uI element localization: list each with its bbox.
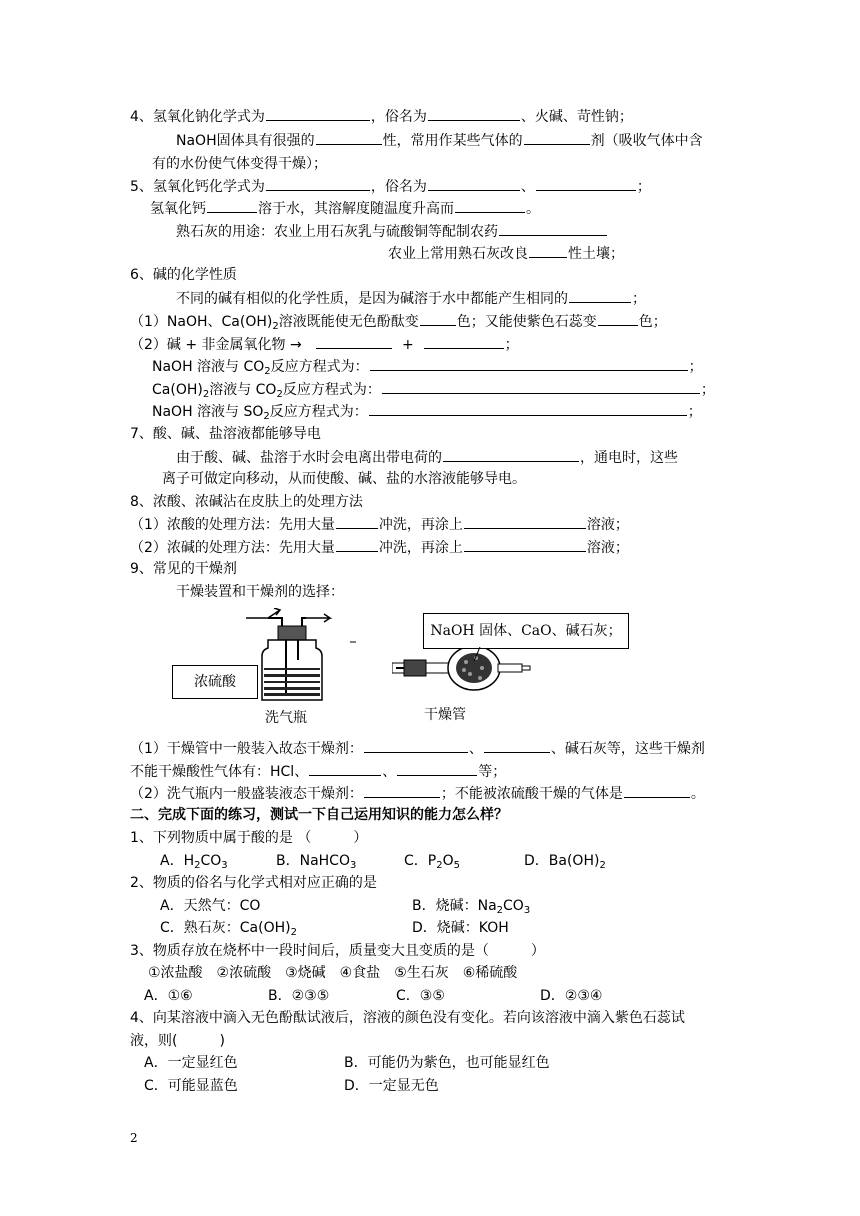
s5-line4: 农业上常用熟石灰改良 性土壤； [388,243,624,264]
q3-option-b[interactable]: B．②③⑤ [268,988,330,1004]
blank[interactable] [207,198,257,213]
q2-option-a[interactable]: A．天然气：CO [160,898,261,914]
blank[interactable] [336,537,378,552]
s6-eq3: NaOH 溶液与 $SO_2$反应方程式为： ； [152,401,702,422]
q3-option-d[interactable]: D．②③④ [540,988,603,1004]
blank[interactable] [424,334,504,349]
s7-line1: 由于酸、碱、盐溶于水时会电离出带电荷的 ，通电时，这些 [176,447,678,468]
blank[interactable] [499,221,607,236]
q2-option-b[interactable]: B．烧碱：$Na_2CO_3$ [412,898,531,916]
blank[interactable] [598,311,638,326]
q1-option-d[interactable]: D．$Ba(OH)_2$ [524,853,606,871]
page-number: 2 [130,1131,138,1145]
blank[interactable] [397,761,477,776]
blank[interactable] [428,106,520,121]
blank[interactable] [382,379,700,394]
s4-line1: 4、氢氧化钠化学式为 ，俗名为 、火碱、苛性钠； [130,106,633,127]
s6-title: 6、碱的化学性质 [130,267,237,283]
washing-bottle-caption: 洗气瓶 [265,710,307,726]
q1-stem: 1、下列物质中属于酸的是 （ ） [130,830,368,846]
q1-option-b[interactable]: B．NaHCO$_3$ [276,853,357,871]
s6-eq2: $Ca(OH)_2$溶液与 $CO_2$反应方程式为： ； [152,379,715,400]
blank[interactable] [569,288,631,303]
drying-tube-illustration [392,640,532,710]
blank[interactable] [420,311,456,326]
s8-line1: （1）浓酸的处理方法：先用大量 冲洗，再涂上 溶液； [130,514,629,535]
q4-option-b[interactable]: B．可能仍为紫色，也可能显红色 [344,1055,550,1071]
s9-q3: （2）洗气瓶内一般盛装液态干燥剂： ；不能被浓硫酸干燥的气体是 。 [130,783,705,804]
blank[interactable] [266,176,370,191]
q3-items: ①浓盐酸 ②浓硫酸 ③烧碱 ④食盐 ⑤生石灰 ⑥稀硫酸 [148,965,518,981]
blank[interactable] [309,761,381,776]
blank[interactable] [316,334,392,349]
s5-line1: 5、氢氧化钙化学式为 ，俗名为 、 ； [130,176,651,197]
q3-stem: 3、物质存放在烧杯中一段时间后，质量变大且变质的是（ ） [130,943,545,959]
s5-line2: 氢氧化钙 溶于水，其溶解度随温度升高而 。 [150,198,540,219]
gas-washing-bottle-illustration [240,608,360,708]
callout-pointer [470,647,490,663]
blank[interactable] [428,176,520,191]
blank[interactable] [464,537,586,552]
s9-q1: （1）干燥管中一般装入故态干燥剂： 、 、碱石灰等，这些干燥剂 [130,738,705,759]
s4-line3: 有的水份使气体变得干燥）； [152,156,327,172]
q2-stem: 2、物质的俗名与化学式相对应正确的是 [130,875,377,891]
q4-option-d[interactable]: D．一定显无色 [344,1078,439,1094]
s9-subtitle: 干燥装置和干燥剂的选择： [176,584,344,600]
q2-option-c[interactable]: C．熟石灰：$Ca(OH)_2$ [160,920,297,938]
blank[interactable] [266,106,370,121]
s9-q2: 不能干燥酸性气体有：HCl、 、 等； [130,761,506,782]
s8-title: 8、浓酸、浓碱沾在皮肤上的处理方法 [130,494,363,510]
conc-sulfuric-acid-box: 浓硫酸 [172,665,258,699]
solid-desiccant-box: NaOH 固体、CaO、碱石灰； [423,613,629,649]
q4-option-c[interactable]: C．可能显蓝色 [144,1078,238,1094]
blank[interactable] [624,783,690,798]
blank[interactable] [370,356,688,371]
blank[interactable] [536,176,636,191]
q4-option-a[interactable]: A．一定显红色 [144,1055,238,1071]
part2-title: 二、完成下面的练习，测试一下自己运用知识的能力怎么样？ [130,807,508,823]
q1-option-a[interactable]: A．$H_2CO_3$ [160,853,228,871]
q4-stem-line1: 4、向某溶液中滴入无色酚酞试液后，溶液的颜色没有变化。若向该溶液中滴入紫色石蕊试 [130,1010,685,1026]
s6-eq1: NaOH 溶液与 $CO_2$反应方程式为： ； [152,356,703,377]
q2-option-d[interactable]: D．烧碱：KOH [412,920,509,936]
q3-option-c[interactable]: C．③⑤ [396,988,445,1004]
blank[interactable] [336,514,378,529]
s9-title: 9、常见的干燥剂 [130,561,237,577]
blank[interactable] [443,447,579,462]
blank[interactable] [464,514,586,529]
s7-line2: 离子可做定向移动，从而使酸、碱、盐的水溶液能够导电。 [162,471,526,487]
blank[interactable] [529,243,567,258]
s4-line2: NaOH固体具有很强的 性，常用作某些气体的 剂（吸收气体中含 [176,130,703,151]
blank[interactable] [455,198,525,213]
blank[interactable] [364,738,468,753]
blank[interactable] [316,130,382,145]
q4-stem-line2: 液，则( ) [130,1033,225,1049]
s6-p1: （1）NaOH、$Ca(OH)_2$溶液既能使无色酚酞变 色；又能使紫色石蕊变 色； [130,311,667,332]
blank[interactable] [364,783,440,798]
q3-option-a[interactable]: A．①⑥ [144,988,193,1004]
s7-title: 7、酸、碱、盐溶液都能够导电 [130,426,321,442]
drying-tube-caption: 干燥管 [424,707,466,723]
s5-line3: 熟石灰的用途：农业上用石灰乳与硫酸铜等配制农药 [176,221,608,242]
s8-line2: （2）浓碱的处理方法：先用大量 冲洗，再涂上 溶液； [130,537,629,558]
blank[interactable] [524,130,590,145]
blank[interactable] [484,738,550,753]
q1-option-c[interactable]: C．$P_2O_5$ [404,853,460,871]
s6-intro: 不同的碱有相似的化学性质，是因为碱溶于水中都能产生相同的 ； [176,288,646,309]
blank[interactable] [369,401,687,416]
s6-p2: （2）碱 + 非金属氧化物 → + ； [130,334,519,355]
